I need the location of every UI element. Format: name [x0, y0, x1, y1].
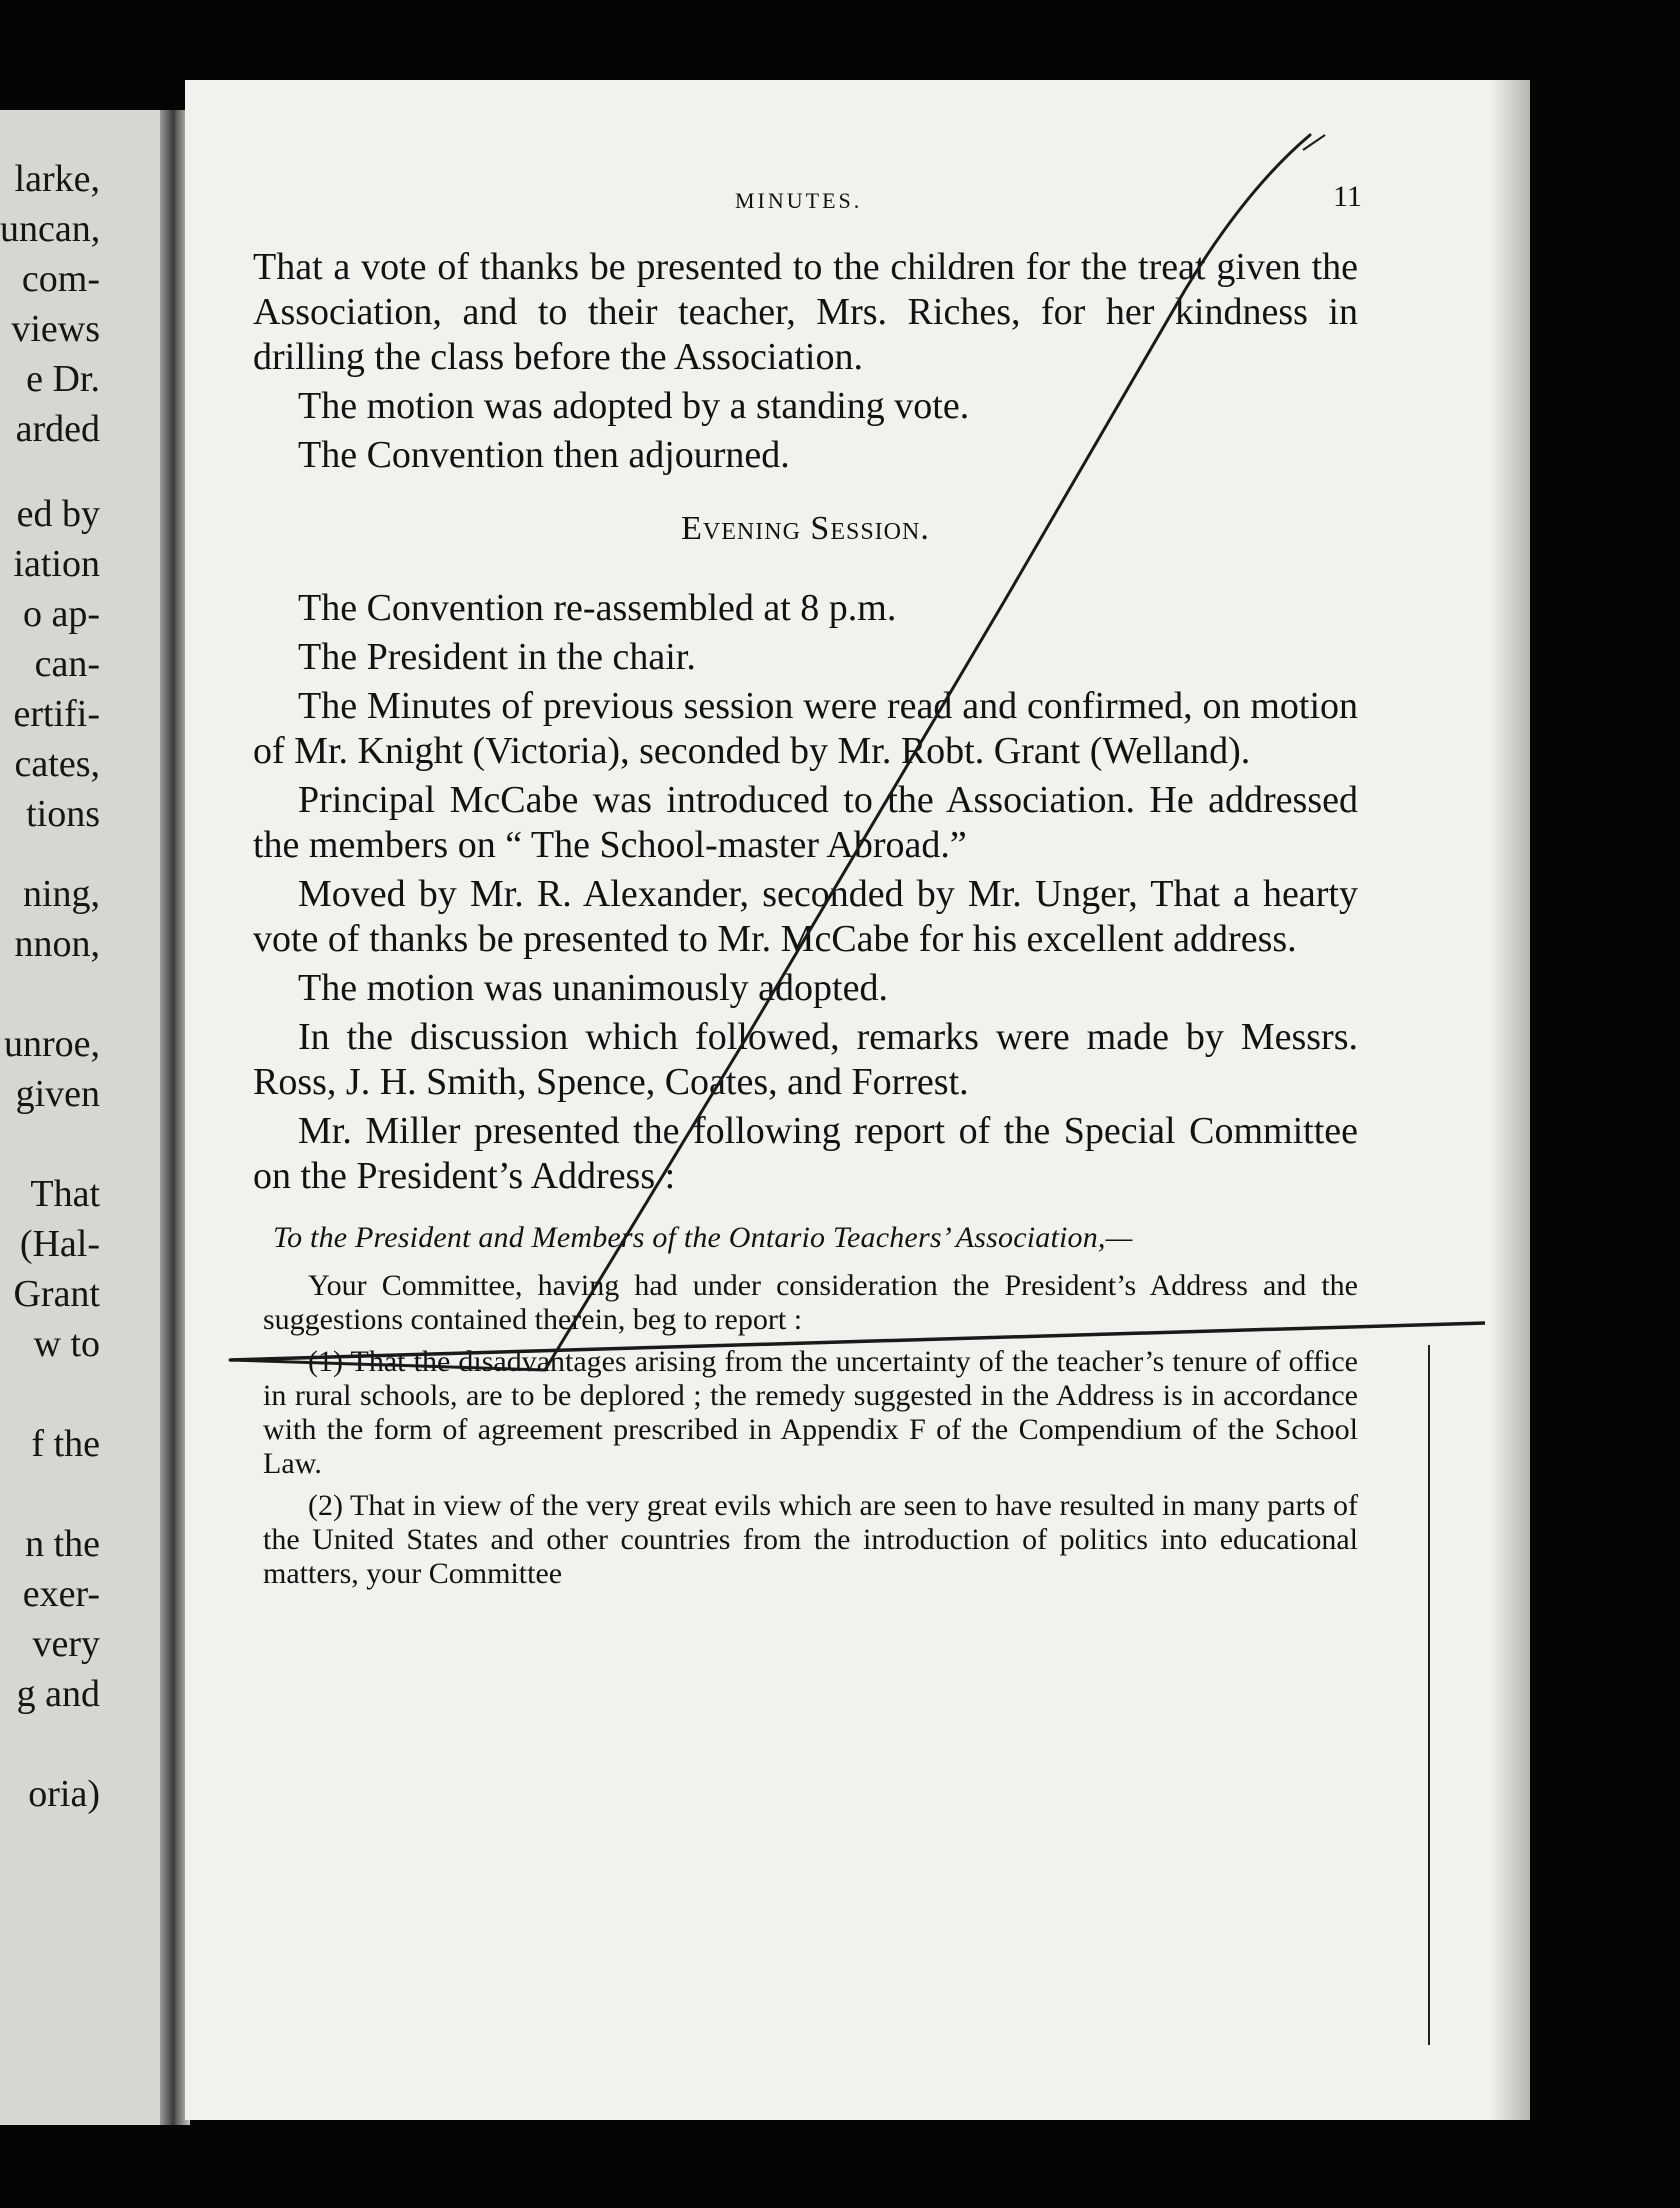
facing-page-text-fragment: cates, [14, 743, 100, 785]
facing-page-text-fragment: larke, [14, 158, 100, 200]
facing-page-text-fragment: can- [34, 643, 100, 685]
facing-page-text-fragment: views [11, 308, 100, 350]
facing-page-text-fragment: ed by [16, 493, 100, 535]
facing-page-text-fragment: w to [33, 1323, 100, 1365]
paragraph-president-chair: The President in the chair. [298, 636, 696, 678]
report-item-2: (2) That in view of the very great evils which are seen to have resulted in many parts of the United States and other countries from the introduction of politics into educational matters, your Committee [263, 1489, 1358, 1590]
report-item-1: (1) That the disadvantages arising from the uncertainty of the teacher’s tenure of office in rural schools, are to be deplored ; the remedy suggested in the Address is in accordance with the form of agreement prescribed in Appendix F of the Compendium of the School Law. [263, 1345, 1358, 1480]
facing-page-text-fragment: given [15, 1073, 100, 1115]
section-heading-evening-session: Evening Session. [681, 510, 930, 547]
page-body [253, 245, 1358, 1599]
facing-page-text-fragment: unroe, [3, 1023, 100, 1065]
facing-page-text-fragment: (Hal- [19, 1223, 100, 1265]
facing-page-fragment [0, 110, 160, 2125]
paragraph-adjourned: The Convention then adjourned. [298, 434, 790, 476]
paragraph-moved-by-alexander: Moved by Mr. R. Alexander, seconded by Mr. Unger, That a hearty vote of thanks be presented to Mr. McCabe for his excellent address. [253, 873, 1358, 960]
facing-page-text-fragment: oria) [28, 1773, 100, 1815]
facing-page-text-fragment: exer- [22, 1573, 100, 1615]
paragraph-reassembled: The Convention re-assembled at 8 p.m. [298, 587, 897, 629]
running-header: MINUTES. [735, 188, 863, 213]
facing-page-text-fragment: uncan, [0, 208, 101, 250]
facing-page-text-fragment: com- [21, 258, 100, 300]
facing-page-text-fragment: ertifi- [13, 693, 100, 735]
committee-report [253, 1221, 1358, 1591]
facing-page-text-fragment: f the [31, 1423, 100, 1465]
page-edge-shadow [1490, 80, 1530, 2120]
paragraph-unanimously-adopted: The motion was unanimously adopted. [298, 967, 888, 1009]
book-page [185, 80, 1530, 2120]
facing-page-text-fragment: iation [13, 543, 100, 585]
report-intro: Your Committee, having had under consideration the President’s Address and the suggestions contained therein, beg to report : [263, 1269, 1358, 1336]
facing-page-text-fragment: nnon, [14, 923, 100, 965]
facing-page-text-fragment: e Dr. [26, 358, 100, 400]
strike-tick [1303, 135, 1325, 150]
facing-page-text-fragment: o ap- [22, 593, 100, 635]
facing-page-text-fragment: Grant [13, 1273, 100, 1315]
page-number: 11 [1333, 180, 1362, 213]
facing-page-text-fragment: very [32, 1623, 100, 1665]
report-margin-line [1428, 1345, 1430, 2045]
paragraph-discussion: In the discussion which followed, remarks were made by Messrs. Ross, J. H. Smith, Spence, Coates, and Forrest. [253, 1016, 1358, 1103]
paragraph-vote-of-thanks-children: That a vote of thanks be presented to the children for the treat given the Association, and to their teacher, Mrs. Riches, for her kindness in drilling the class before the Association. [253, 246, 1358, 378]
facing-page-text-fragment: That [30, 1173, 100, 1215]
facing-page-text-fragment: g and [16, 1673, 100, 1715]
facing-page-text-fragment: tions [26, 793, 100, 835]
paragraph-mccabe-introduced: Principal McCabe was introduced to the Association. He addressed the members on “ The School-master Abroad.” [253, 779, 1358, 866]
facing-page-text-fragment: arded [15, 408, 100, 450]
facing-page-text-fragment: n the [25, 1523, 100, 1565]
paragraph-motion-adopted: The motion was adopted by a standing vote. [298, 385, 970, 427]
paragraph-minutes-confirmed: The Minutes of previous session were read and confirmed, on motion of Mr. Knight (Victoria), seconded by Mr. Robt. Grant (Welland). [253, 685, 1358, 772]
facing-page-text-fragment: ning, [22, 873, 100, 915]
report-salutation: To the President and Members of the Ontario Teachers’ Association,— [273, 1221, 1133, 1254]
paragraph-miller-report: Mr. Miller presented the following report of the Special Committee on the President’s Address : [253, 1110, 1358, 1197]
